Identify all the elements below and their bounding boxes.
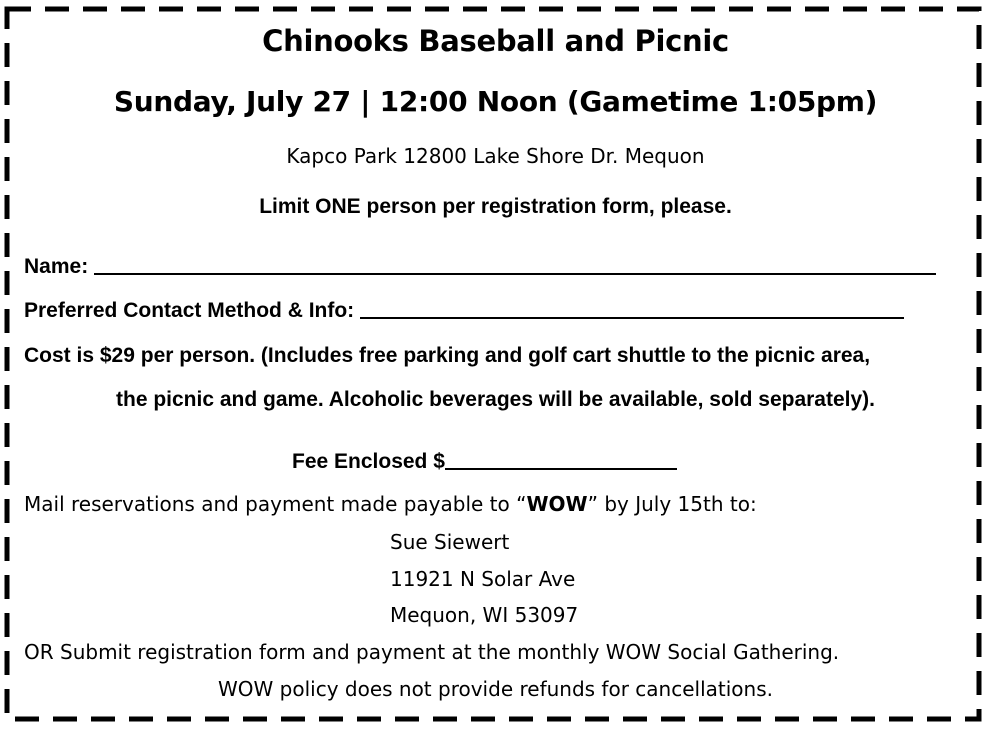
mail-instructions: [24, 494, 757, 514]
fee-field: [292, 451, 677, 472]
event-date-line: Sunday, July 27 | 12:00 Noon (Gametime 1:05pm): [113, 85, 878, 118]
address-name: Sue Siewert: [390, 530, 510, 554]
event-location: Kapco Park 12800 Lake Shore Dr. Mequon: [286, 144, 705, 168]
address-city: Mequon, WI 53097: [390, 603, 579, 627]
alternative-submission: OR Submit registration form and payment at the monthly WOW Social Gathering.: [24, 640, 840, 664]
mail-payee: WOW: [526, 492, 588, 516]
contact-input-line[interactable]: [360, 317, 904, 319]
mail-prefix: Mail reservations and payment made payable to “: [24, 492, 527, 516]
fee-input-line[interactable]: [445, 468, 677, 470]
address-street: 11921 N Solar Ave: [390, 567, 576, 591]
refund-policy: WOW policy does not provide refunds for cancellations.: [218, 677, 773, 701]
event-title: Chinooks Baseball and Picnic: [262, 24, 729, 58]
cost-line-2: the picnic and game. Alcoholic beverages will be available, sold separately).: [116, 388, 875, 411]
cost-amount: $29: [99, 344, 135, 367]
name-label: Name:: [24, 255, 89, 278]
mail-suffix: ” by July 15th to:: [587, 492, 757, 516]
contact-label: Preferred Contact Method & Info:: [24, 299, 355, 322]
cost-prefix: Cost is: [24, 344, 100, 367]
fee-label: Fee Enclosed $: [292, 450, 445, 473]
name-field: [24, 256, 936, 277]
limit-notice: Limit ONE person per registration form, please.: [259, 195, 732, 218]
cost-suffix: per person. (Includes free parking and golf cart shuttle to the picnic area,: [134, 344, 871, 367]
contact-field: [24, 300, 904, 321]
cost-line-1: [24, 345, 870, 366]
name-input-line[interactable]: [94, 273, 936, 275]
